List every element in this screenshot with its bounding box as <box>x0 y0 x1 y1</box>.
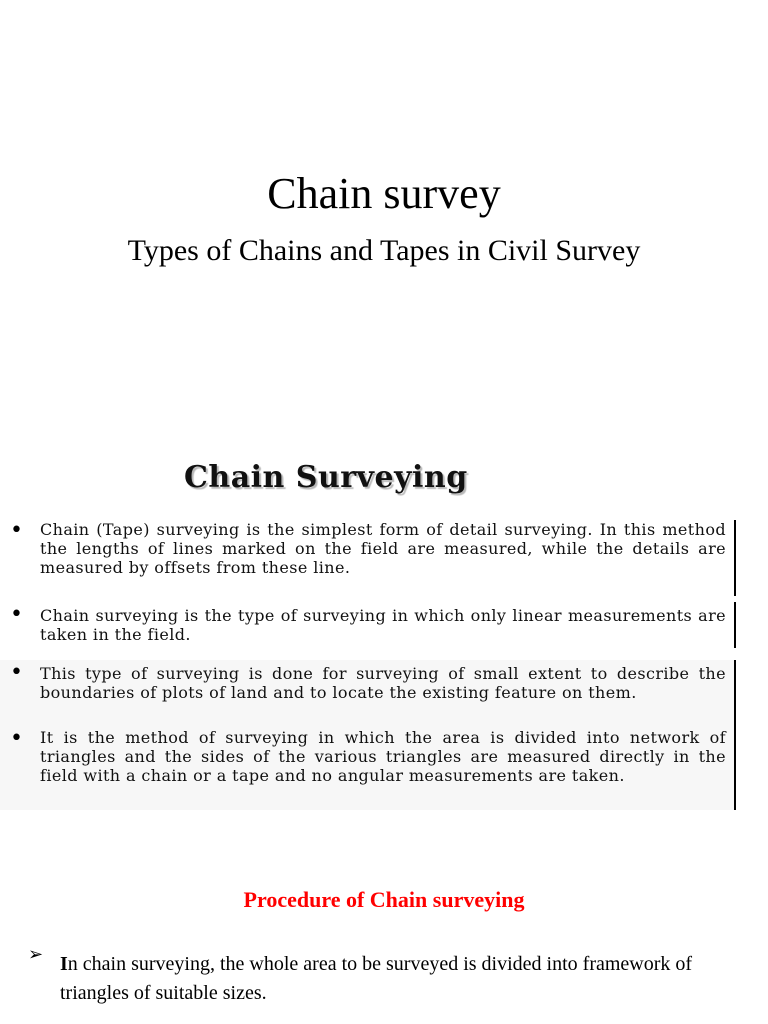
bullet-box-3 <box>0 660 736 810</box>
drop-letter: I <box>60 953 68 975</box>
page-subtitle: Types of Chains and Tapes in Civil Survey <box>127 234 641 267</box>
bullet-box-2 <box>0 602 736 648</box>
procedure-heading: Procedure of Chain surveying <box>243 887 525 912</box>
bullet-glyph: • <box>10 602 23 627</box>
bullet-text-1: Chain (Tape) surveying is the simplest form of detail surveying. In this method the lengths of lines marked on the field are measured, while the details are measured by offsets from these line. <box>40 520 726 577</box>
bullet-text-2: Chain surveying is the type of surveying in which only linear measurements are taken in the field. <box>40 606 726 644</box>
bullet-glyph: • <box>10 726 23 751</box>
bullet-text-4: It is the method of surveying in which the area is divided into network of triangles and the sides of the various triangles are measured directly in the field with a chain or a tape and no angular measurements are taken. <box>40 728 726 785</box>
figure-heading: Chain Surveying <box>184 460 468 495</box>
chain-surveying-scanned-figure <box>0 440 768 820</box>
bullet-glyph: • <box>10 660 23 685</box>
bullet-text-3: This type of surveying is done for surveying of small extent to describe the boundaries of plots of land and to locate the existing feature on them. <box>40 664 726 702</box>
procedure-text: n chain surveying, the whole area to be surveyed is divided into framework of triangles of suitable sizes. <box>60 953 693 1004</box>
procedure-paragraph <box>60 950 760 1008</box>
bullet-box-1 <box>0 520 736 596</box>
page-title: Chain survey <box>267 169 501 218</box>
arrow-bullet-icon: ➢ <box>28 944 44 965</box>
bullet-glyph: • <box>10 518 23 543</box>
